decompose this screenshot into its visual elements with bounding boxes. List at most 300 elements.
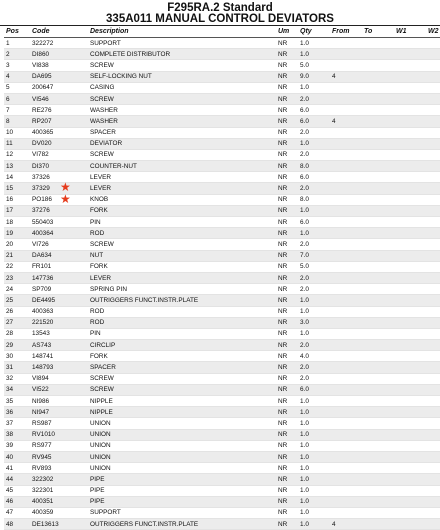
table-row xyxy=(4,93,440,104)
cell-qty: 1.0 xyxy=(298,485,330,496)
cell-from xyxy=(330,384,362,395)
cell-code xyxy=(30,239,88,250)
cell-um: NR xyxy=(276,205,298,216)
cell-description: CIRCLIP xyxy=(88,340,276,351)
table-row xyxy=(4,127,440,138)
cell-description: PIPE xyxy=(88,485,276,496)
cell-description: PIPE xyxy=(88,474,276,485)
cell-code xyxy=(30,429,88,440)
part-code: VI838 xyxy=(32,61,49,69)
cell-w1 xyxy=(394,250,426,261)
cell-w2 xyxy=(426,362,440,373)
table-row xyxy=(4,239,440,250)
cell-w1 xyxy=(394,373,426,384)
table-row xyxy=(4,451,440,462)
part-code: DI370 xyxy=(32,162,50,170)
cell-description: UNION xyxy=(88,440,276,451)
cell-um: NR xyxy=(276,261,298,272)
cell-to xyxy=(362,239,394,250)
cell-pos: 21 xyxy=(4,250,30,261)
cell-w1 xyxy=(394,38,426,49)
cell-pos: 20 xyxy=(4,239,30,250)
cell-description: PIN xyxy=(88,217,276,228)
table-row xyxy=(4,194,440,205)
cell-from xyxy=(330,474,362,485)
cell-code xyxy=(30,127,88,138)
cell-um: NR xyxy=(276,284,298,295)
cell-code xyxy=(30,161,88,172)
part-code: FR101 xyxy=(32,263,52,271)
cell-to xyxy=(362,183,394,194)
cell-pos: 40 xyxy=(4,451,30,462)
col-header-w2: W2 xyxy=(426,26,440,38)
cell-w1 xyxy=(394,362,426,373)
cell-from xyxy=(330,429,362,440)
cell-to xyxy=(362,418,394,429)
cell-w1 xyxy=(394,284,426,295)
cell-from xyxy=(330,373,362,384)
cell-to xyxy=(362,217,394,228)
cell-description: UNION xyxy=(88,418,276,429)
cell-w1 xyxy=(394,463,426,474)
cell-code xyxy=(30,519,88,530)
cell-w2 xyxy=(426,328,440,339)
cell-w1 xyxy=(394,205,426,216)
cell-w2 xyxy=(426,205,440,216)
cell-qty: 1.0 xyxy=(298,418,330,429)
cell-description: UNION xyxy=(88,429,276,440)
cell-um: NR xyxy=(276,161,298,172)
cell-to xyxy=(362,463,394,474)
cell-description: FORK xyxy=(88,205,276,216)
cell-from xyxy=(330,485,362,496)
cell-from xyxy=(330,93,362,104)
cell-code xyxy=(30,105,88,116)
cell-code xyxy=(30,60,88,71)
cell-qty: 1.0 xyxy=(298,306,330,317)
cell-to xyxy=(362,362,394,373)
cell-to xyxy=(362,440,394,451)
cell-um: NR xyxy=(276,440,298,451)
cell-w1 xyxy=(394,183,426,194)
table-row xyxy=(4,418,440,429)
cell-w2 xyxy=(426,149,440,160)
cell-w1 xyxy=(394,105,426,116)
cell-qty: 1.0 xyxy=(298,38,330,49)
cell-pos: 19 xyxy=(4,228,30,239)
cell-description: NUT xyxy=(88,250,276,261)
cell-from xyxy=(330,183,362,194)
cell-w1 xyxy=(394,340,426,351)
cell-um: NR xyxy=(276,93,298,104)
part-code: NI947 xyxy=(32,408,50,416)
cell-w2 xyxy=(426,228,440,239)
cell-w2 xyxy=(426,396,440,407)
cell-um: NR xyxy=(276,306,298,317)
cell-qty: 7.0 xyxy=(298,250,330,261)
cell-description: SPRING PIN xyxy=(88,284,276,295)
cell-w2 xyxy=(426,418,440,429)
cell-um: NR xyxy=(276,463,298,474)
cell-to xyxy=(362,451,394,462)
cell-qty: 1.0 xyxy=(298,295,330,306)
cell-to xyxy=(362,161,394,172)
cell-description: SUPPORT xyxy=(88,38,276,49)
cell-code xyxy=(30,340,88,351)
table-row xyxy=(4,373,440,384)
cell-qty: 2.0 xyxy=(298,239,330,250)
cell-um: NR xyxy=(276,228,298,239)
cell-description: DEVIATOR xyxy=(88,138,276,149)
table-row xyxy=(4,250,440,261)
cell-to xyxy=(362,116,394,127)
cell-code xyxy=(30,328,88,339)
cell-qty: 6.0 xyxy=(298,384,330,395)
cell-um: NR xyxy=(276,507,298,518)
cell-w2 xyxy=(426,261,440,272)
cell-qty: 1.0 xyxy=(298,138,330,149)
part-code: DA695 xyxy=(32,73,52,81)
cell-to xyxy=(362,71,394,82)
cell-to xyxy=(362,138,394,149)
cell-w1 xyxy=(394,60,426,71)
table-row xyxy=(4,485,440,496)
cell-description: SELF-LOCKING NUT xyxy=(88,71,276,82)
table-row xyxy=(4,82,440,93)
cell-pos: 32 xyxy=(4,373,30,384)
cell-w2 xyxy=(426,250,440,261)
cell-description: WASHER xyxy=(88,116,276,127)
cell-from: 4 xyxy=(330,116,362,127)
cell-description: LEVER xyxy=(88,272,276,283)
table-row xyxy=(4,272,440,283)
cell-w2 xyxy=(426,272,440,283)
part-code: RS977 xyxy=(32,442,52,450)
table-row xyxy=(4,228,440,239)
cell-w1 xyxy=(394,295,426,306)
cell-qty: 8.0 xyxy=(298,161,330,172)
cell-qty: 1.0 xyxy=(298,474,330,485)
cell-um: NR xyxy=(276,239,298,250)
cell-w2 xyxy=(426,217,440,228)
col-header-from: From xyxy=(330,26,362,38)
table-header-row xyxy=(4,26,440,38)
part-code: DI860 xyxy=(32,50,50,58)
cell-code xyxy=(30,49,88,60)
part-code: RS987 xyxy=(32,419,52,427)
cell-pos: 15 xyxy=(4,183,30,194)
cell-w2 xyxy=(426,384,440,395)
table-row xyxy=(4,362,440,373)
cell-um: NR xyxy=(276,116,298,127)
table-row xyxy=(4,60,440,71)
cell-from xyxy=(330,161,362,172)
cell-code xyxy=(30,485,88,496)
cell-w2 xyxy=(426,93,440,104)
cell-to xyxy=(362,228,394,239)
part-code: DE4495 xyxy=(32,296,56,304)
cell-pos: 38 xyxy=(4,429,30,440)
cell-to xyxy=(362,295,394,306)
cell-um: NR xyxy=(276,384,298,395)
part-code: 13543 xyxy=(32,330,50,338)
table-row xyxy=(4,306,440,317)
cell-w1 xyxy=(394,429,426,440)
cell-description: ROD xyxy=(88,317,276,328)
cell-from xyxy=(330,228,362,239)
cell-qty: 1.0 xyxy=(298,396,330,407)
part-code: VI546 xyxy=(32,95,49,103)
col-header-to: To xyxy=(362,26,394,38)
cell-code xyxy=(30,138,88,149)
cell-pos: 14 xyxy=(4,172,30,183)
cell-code xyxy=(30,351,88,362)
cell-um: NR xyxy=(276,317,298,328)
cell-description: ROD xyxy=(88,306,276,317)
cell-qty: 2.0 xyxy=(298,340,330,351)
title-line-2: 335A011 MANUAL CONTROL DEVIATORS xyxy=(0,14,440,27)
parts-table xyxy=(4,26,440,530)
cell-um: NR xyxy=(276,38,298,49)
cell-code xyxy=(30,306,88,317)
cell-code xyxy=(30,496,88,507)
cell-um: NR xyxy=(276,194,298,205)
cell-w2 xyxy=(426,463,440,474)
cell-qty: 2.0 xyxy=(298,272,330,283)
part-code: RV1010 xyxy=(32,431,55,439)
cell-description: SCREW xyxy=(88,239,276,250)
cell-qty: 2.0 xyxy=(298,362,330,373)
cell-code xyxy=(30,149,88,160)
cell-code xyxy=(30,38,88,49)
cell-from xyxy=(330,138,362,149)
cell-qty: 5.0 xyxy=(298,60,330,71)
cell-pos: 10 xyxy=(4,127,30,138)
cell-pos: 29 xyxy=(4,340,30,351)
cell-um: NR xyxy=(276,373,298,384)
cell-um: NR xyxy=(276,328,298,339)
cell-w1 xyxy=(394,407,426,418)
cell-pos: 1 xyxy=(4,38,30,49)
cell-from xyxy=(330,250,362,261)
table-row xyxy=(4,407,440,418)
cell-to xyxy=(362,194,394,205)
cell-description: SCREW xyxy=(88,60,276,71)
cell-from xyxy=(330,418,362,429)
cell-from xyxy=(330,239,362,250)
cell-w1 xyxy=(394,451,426,462)
cell-um: NR xyxy=(276,149,298,160)
cell-um: NR xyxy=(276,351,298,362)
cell-to xyxy=(362,373,394,384)
table-row xyxy=(4,328,440,339)
cell-w1 xyxy=(394,328,426,339)
table-row xyxy=(4,217,440,228)
cell-w1 xyxy=(394,384,426,395)
cell-um: NR xyxy=(276,396,298,407)
cell-to xyxy=(362,429,394,440)
cell-um: NR xyxy=(276,71,298,82)
cell-pos: 13 xyxy=(4,161,30,172)
cell-description: SCREW xyxy=(88,384,276,395)
cell-from xyxy=(330,38,362,49)
cell-pos: 6 xyxy=(4,93,30,104)
table-row xyxy=(4,49,440,60)
cell-code xyxy=(30,228,88,239)
cell-code xyxy=(30,463,88,474)
cell-um: NR xyxy=(276,418,298,429)
cell-w2 xyxy=(426,306,440,317)
cell-w1 xyxy=(394,116,426,127)
cell-um: NR xyxy=(276,407,298,418)
cell-qty: 1.0 xyxy=(298,205,330,216)
cell-w2 xyxy=(426,496,440,507)
part-code: 37326 xyxy=(32,173,50,181)
cell-w2 xyxy=(426,451,440,462)
cell-to xyxy=(362,306,394,317)
part-code: VI782 xyxy=(32,151,49,159)
part-code: 400364 xyxy=(32,229,54,237)
cell-description: COMPLETE DISTRIBUTOR xyxy=(88,49,276,60)
cell-w1 xyxy=(394,485,426,496)
cell-to xyxy=(362,38,394,49)
cell-code xyxy=(30,172,88,183)
cell-qty: 6.0 xyxy=(298,217,330,228)
part-code: 37329 xyxy=(32,185,50,193)
table-row xyxy=(4,105,440,116)
cell-qty: 1.0 xyxy=(298,407,330,418)
cell-um: NR xyxy=(276,49,298,60)
cell-code xyxy=(30,396,88,407)
cell-um: NR xyxy=(276,183,298,194)
cell-um: NR xyxy=(276,217,298,228)
cell-pos: 46 xyxy=(4,496,30,507)
cell-to xyxy=(362,384,394,395)
cell-pos: 22 xyxy=(4,261,30,272)
cell-description: WASHER xyxy=(88,105,276,116)
cell-pos: 4 xyxy=(4,71,30,82)
cell-description: FORK xyxy=(88,351,276,362)
cell-pos: 7 xyxy=(4,105,30,116)
cell-code xyxy=(30,261,88,272)
part-code: 322302 xyxy=(32,475,54,483)
cell-w1 xyxy=(394,194,426,205)
cell-from xyxy=(330,49,362,60)
table-row xyxy=(4,351,440,362)
part-code: 550403 xyxy=(32,218,54,226)
cell-to xyxy=(362,317,394,328)
cell-pos: 48 xyxy=(4,519,30,530)
cell-to xyxy=(362,93,394,104)
cell-to xyxy=(362,340,394,351)
cell-to xyxy=(362,82,394,93)
cell-w1 xyxy=(394,261,426,272)
cell-from xyxy=(330,82,362,93)
col-header-um: Um xyxy=(276,26,298,38)
cell-w1 xyxy=(394,49,426,60)
cell-w2 xyxy=(426,485,440,496)
cell-w2 xyxy=(426,183,440,194)
part-code: NI986 xyxy=(32,397,50,405)
table-row xyxy=(4,138,440,149)
cell-description: COUNTER-NUT xyxy=(88,161,276,172)
cell-w1 xyxy=(394,172,426,183)
part-code: 400365 xyxy=(32,129,54,137)
cell-to xyxy=(362,60,394,71)
cell-w1 xyxy=(394,161,426,172)
cell-from xyxy=(330,328,362,339)
cell-from xyxy=(330,440,362,451)
cell-pos: 17 xyxy=(4,205,30,216)
part-code: 148793 xyxy=(32,364,54,372)
table-row xyxy=(4,496,440,507)
cell-description: NIPPLE xyxy=(88,407,276,418)
table-row xyxy=(4,384,440,395)
table-body xyxy=(4,38,440,530)
cell-w2 xyxy=(426,317,440,328)
cell-um: NR xyxy=(276,82,298,93)
cell-code xyxy=(30,507,88,518)
cell-pos: 35 xyxy=(4,396,30,407)
star-icon: ★ xyxy=(60,191,71,206)
cell-from xyxy=(330,407,362,418)
cell-w2 xyxy=(426,194,440,205)
cell-w1 xyxy=(394,474,426,485)
cell-code xyxy=(30,82,88,93)
cell-qty: 4.0 xyxy=(298,351,330,362)
cell-code xyxy=(30,362,88,373)
cell-description: SPACER xyxy=(88,127,276,138)
cell-to xyxy=(362,396,394,407)
cell-w2 xyxy=(426,138,440,149)
cell-code xyxy=(30,205,88,216)
cell-code xyxy=(30,317,88,328)
table-row xyxy=(4,317,440,328)
cell-to xyxy=(362,272,394,283)
cell-pos: 5 xyxy=(4,82,30,93)
cell-to xyxy=(362,351,394,362)
cell-description: SCREW xyxy=(88,149,276,160)
cell-code xyxy=(30,284,88,295)
cell-um: NR xyxy=(276,272,298,283)
cell-pos: 12 xyxy=(4,149,30,160)
cell-description: SUPPORT xyxy=(88,507,276,518)
cell-pos: 25 xyxy=(4,295,30,306)
cell-qty: 1.0 xyxy=(298,496,330,507)
cell-description: PIN xyxy=(88,328,276,339)
cell-pos: 23 xyxy=(4,272,30,283)
part-code: DV020 xyxy=(32,140,52,148)
cell-description: FORK xyxy=(88,261,276,272)
cell-w1 xyxy=(394,217,426,228)
cell-pos: 16 xyxy=(4,194,30,205)
table-row xyxy=(4,71,440,82)
cell-w2 xyxy=(426,519,440,530)
cell-code xyxy=(30,440,88,451)
cell-description: NIPPLE xyxy=(88,396,276,407)
cell-from xyxy=(330,127,362,138)
cell-to xyxy=(362,172,394,183)
cell-to xyxy=(362,474,394,485)
part-code: RP207 xyxy=(32,117,52,125)
cell-code xyxy=(30,407,88,418)
cell-from xyxy=(330,217,362,228)
cell-w2 xyxy=(426,295,440,306)
cell-description: PIPE xyxy=(88,496,276,507)
cell-w1 xyxy=(394,149,426,160)
cell-from xyxy=(330,295,362,306)
cell-um: NR xyxy=(276,295,298,306)
